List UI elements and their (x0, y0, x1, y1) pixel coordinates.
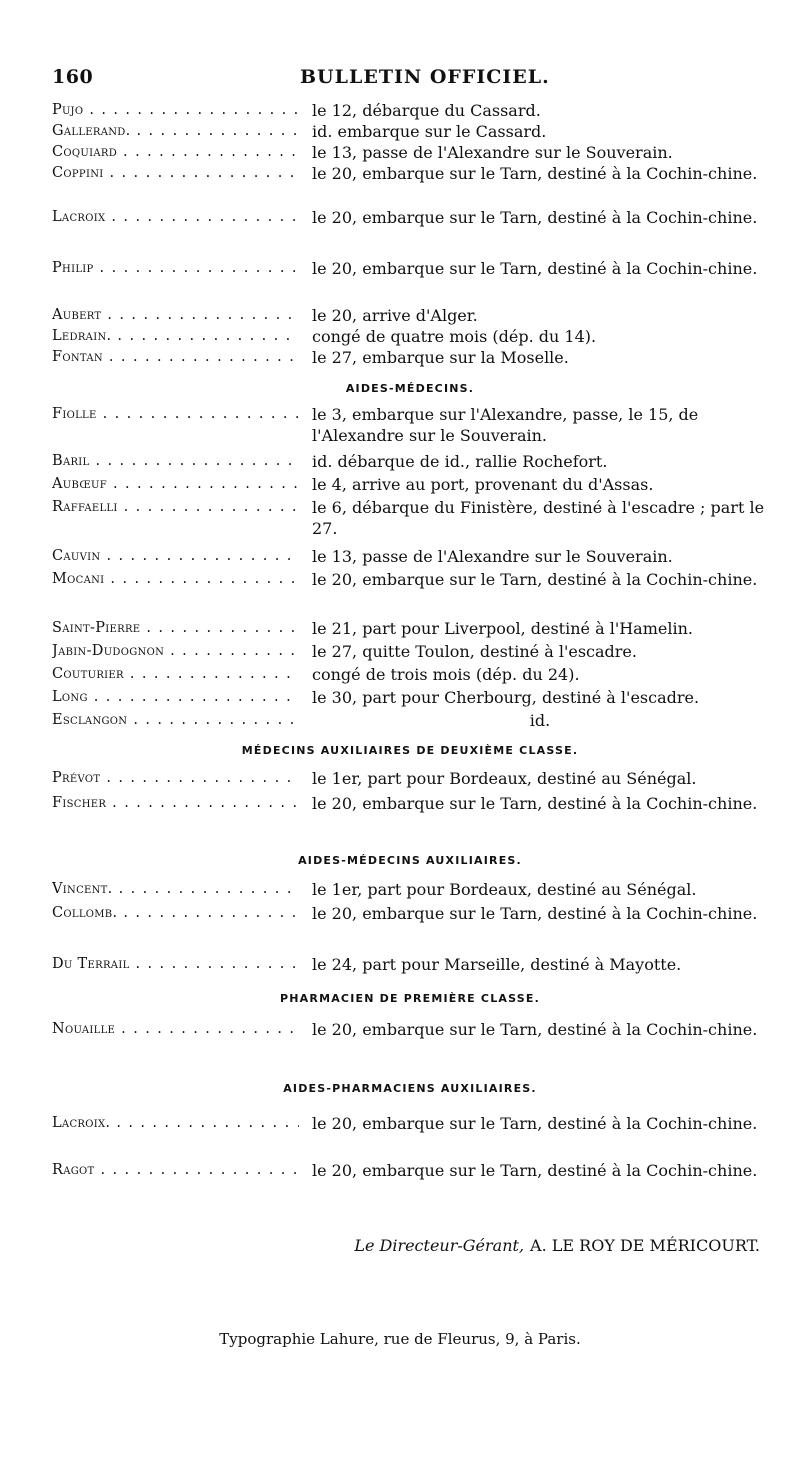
entry-name: Esclangon . . . (52, 710, 299, 731)
entry-text: le 13, passe de l'Alexandre sur le Souverain. (312, 143, 673, 162)
entry-text: le 30, part pour Cherbourg, destiné à l'escadre. (312, 688, 700, 707)
entry-text: le 13, passe de l'Alexandre sur le Souverain. (312, 547, 673, 566)
entry-name: Baril . . . (52, 451, 299, 472)
entry-text: le 24, part pour Marseille, destiné à Mayotte. (312, 955, 682, 974)
entry-name: Prévot . . . (52, 768, 299, 789)
entry-text: le 3, embarque sur l'Alexandre, passe, le 15, de l'Alexandre sur le Souverain. (312, 405, 699, 445)
entry-name: Fischer . . . (52, 793, 299, 814)
entry-text: le 1er, part pour Bordeaux, destiné au Sénégal. (312, 880, 697, 899)
entry-name: Vincent. . . . (52, 879, 299, 900)
entry-name: Cauvin . . . (52, 546, 299, 567)
entry-text: le 20, embarque sur le Tarn, destiné à la Cochin-chine. (312, 208, 758, 227)
entry-name: Du Terrail . . . (52, 954, 299, 975)
entry-text: le 20, embarque sur le Tarn, destiné à la Cochin-chine. (312, 794, 758, 813)
entry-text: id. (529, 711, 551, 730)
entry-name: Couturier . . . (52, 664, 299, 685)
entry-name: Pujo . . . (52, 100, 299, 121)
entry-name: Fontan . . . (52, 347, 299, 368)
entry-name: Aubert . . . (52, 305, 299, 326)
signature-role: Le Directeur-Gérant, (354, 1236, 525, 1255)
signature (354, 1236, 760, 1255)
entry-name: Jabin-Dudognon . . . (52, 641, 299, 662)
entry-text: le 4, arrive au port, provenant du d'Assas. (312, 475, 654, 494)
entry-text: le 27, embarque sur la Moselle. (312, 348, 569, 367)
entry-name: Coquiard . . . (52, 142, 299, 163)
entry-text: le 21, part pour Liverpool, destiné à l'Hamelin. (312, 619, 693, 638)
printer-imprint: Typographie Lahure, rue de Fleurus, 9, à Paris. (219, 1330, 581, 1348)
entry-name: Aubœuf . . . (52, 474, 299, 495)
entry-text: le 20, embarque sur le Tarn, destiné à la Cochin-chine. (312, 1161, 758, 1180)
page-number: 160 (52, 66, 94, 88)
signature-name: A. LE ROY DE MÉRICOURT. (530, 1236, 760, 1255)
entry-text: le 20, embarque sur le Tarn, destiné à la Cochin-chine. (312, 164, 758, 183)
section-heading-pharmacien: PHARMACIEN DE PREMIÈRE CLASSE. (280, 992, 540, 1005)
section-heading-aides-pharmaciens: AIDES-PHARMACIENS AUXILIAIRES. (283, 1082, 537, 1095)
entry-name: Long . . . (52, 687, 299, 708)
entry-name: Lacroix. . . . (52, 1113, 299, 1134)
entry-text: congé de trois mois (dép. du 24). (312, 665, 580, 684)
entry-text: id. débarque de id., rallie Rochefort. (312, 452, 608, 471)
entry-name: Fiolle . . . (52, 404, 299, 425)
entry-name: Philip . . . (52, 258, 299, 279)
entry-name: Ledrain. . . . (52, 326, 299, 347)
section-heading-aides-medecins: AIDES-MÉDECINS. (345, 382, 475, 395)
entry-text: le 20, embarque sur le Tarn, destiné à la Cochin-chine. (312, 259, 758, 278)
entry-text: congé de quatre mois (dép. du 14). (312, 327, 597, 346)
entry-text: le 20, embarque sur le Tarn, destiné à la Cochin-chine. (312, 570, 758, 589)
entry-name: Raffaelli . . . (52, 497, 299, 518)
entry-name: Collomb. . . . (52, 903, 299, 924)
entry-name: Saint-Pierre . . . (52, 618, 299, 639)
entry-text: le 12, débarque du Cassard. (312, 101, 541, 120)
entry-name: Coppini . . . (52, 163, 299, 184)
running-title: BULLETIN OFFICIEL. (300, 66, 550, 88)
entry-name: Gallerand. . . . (52, 121, 299, 142)
section-heading-medecins-auxiliaires: MÉDECINS AUXILIAIRES DE DEUXIÈME CLASSE. (241, 744, 579, 757)
entry-text: le 20, arrive d'Alger. (312, 306, 478, 325)
entry-name: Ragot . . . (52, 1160, 299, 1181)
entry-text: le 20, embarque sur le Tarn, destiné à la Cochin-chine. (312, 1020, 758, 1039)
entry-name: Lacroix . . . (52, 207, 299, 228)
entry-name: Nouaille . . . (52, 1019, 299, 1040)
section-heading-aides-medecins-auxiliaires: AIDES-MÉDECINS AUXILIAIRES. (298, 854, 522, 867)
entry-text: le 20, embarque sur le Tarn, destiné à la Cochin-chine. (312, 904, 758, 923)
entry-text: le 27, quitte Toulon, destiné à l'escadre. (312, 642, 637, 661)
entry-text: id. embarque sur le Cassard. (312, 122, 547, 141)
entry-text: le 6, débarque du Finistère, destiné à l'escadre ; part le 27. (312, 498, 765, 538)
entry-text: le 1er, part pour Bordeaux, destiné au Sénégal. (312, 769, 697, 788)
entry-name: Mocani . . . (52, 569, 299, 590)
entry-text: le 20, embarque sur le Tarn, destiné à la Cochin-chine. (312, 1114, 758, 1133)
